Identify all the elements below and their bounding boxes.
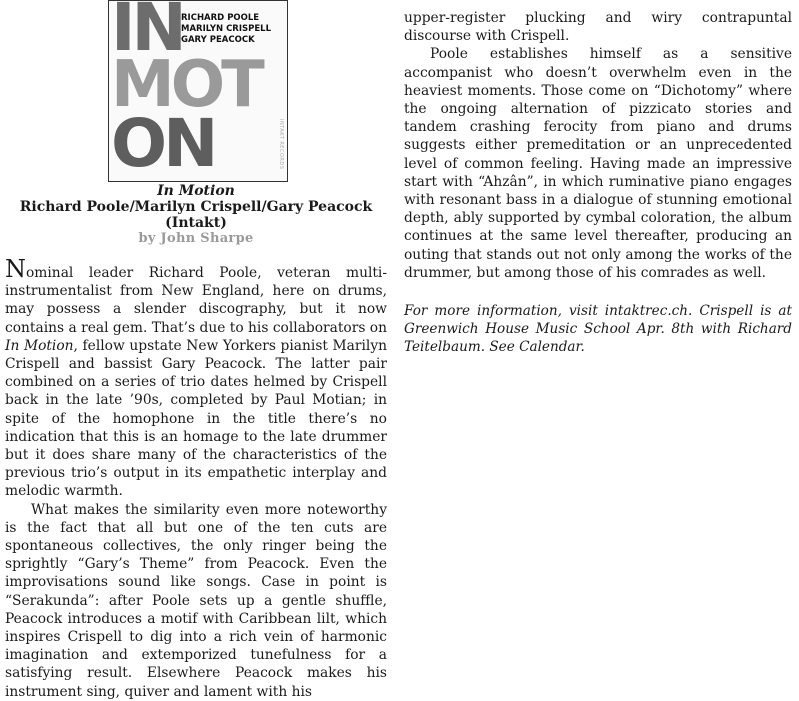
drop-cap: N xyxy=(5,255,26,283)
cover-name: RICHARD POOLE xyxy=(181,13,260,23)
album-label: (Intakt) xyxy=(165,215,227,231)
album-artists: Richard Poole/Marilyn Crispell/Gary Peacock xyxy=(19,199,373,215)
paragraph-2-continued: upper-register plucking and wiry contrapuntal discourse with Crispell. xyxy=(404,10,792,45)
cover-name: MARILYN CRISPELL xyxy=(181,24,272,34)
cover-artist-names xyxy=(181,13,271,46)
p1-album-title: In Motion xyxy=(5,337,74,354)
more-info-note: For more information, visit intaktrec.ch. Crispell is at Greenwich House Music School Apr. 8th with Richard Teitelbaum. See Calendar. xyxy=(404,303,792,356)
article-body-left xyxy=(5,255,388,701)
byline: by John Sharpe xyxy=(138,231,254,246)
paragraph-3: Poole establishes himself as a sensitive accompanist who doesn’t overwhelm even in the heaviest moments. Those come on “Dichotomy” where the ongoing alternation of pizzicato stories and tandem crashing ferocity from piano and drums suggests either premeditation or an unprecedented level of common feeling. Having made an impressive start with “Ahzân”, in which ruminative piano engages with resonant bass in a dialogue of stunning emotional depth, ably supported by cymbal coloration, the album continues at the same level thereafter, producing an outing that stands out not only among the works of the drummer, but among those of his comrades as well. xyxy=(404,46,792,281)
cover-word-on: ON xyxy=(111,105,215,182)
cover-word-in: IN xyxy=(111,0,183,66)
p1-text-b: , fellow upstate New Yorkers pianist Marilyn Crispell and bassist Gary Peacock. The latter pair combined on a series of trio dates helmed by Crispell back in the late ’90s, completed by Paul Motian; in spite of the homophone in the title there’s no indication that this is an homage to the late drummer but it does share many of the characteristics of the previous trio’s output in its empathetic interplay and melodic warmth. xyxy=(5,337,388,500)
album-title: In Motion xyxy=(157,183,235,199)
cover-word-mot: MOT xyxy=(111,48,261,122)
cover-name: GARY PEACOCK xyxy=(181,35,255,45)
album-caption xyxy=(5,183,387,247)
cover-label: INTAKT RECORDS xyxy=(278,119,284,170)
article-body-right xyxy=(404,9,792,282)
paragraph-1 xyxy=(5,255,388,501)
paragraph-2: What makes the similarity even more noteworthy is the fact that all but one of the ten cuts are spontaneous collectives, the only ringer being the sprightly “Gary’s Theme” from Peacock. Even the improvisations sound like songs. Case in point is “Serakunda”: after Poole sets up a gentle shuffle, Peacock introduces a motif with Caribbean lilt, which inspires Crispell to dig into a rich vein of harmonic imagination and extemporized tunefulness for a satisfying result. Elsewhere Peacock makes his instrument sing, quiver and lament with his xyxy=(5,501,387,700)
p1-text-a: ominal leader Richard Poole, veteran multi-instrumentalist from New England, here on drums, may possess a slender discography, but it now contains a real gem. That’s due to his collaborators on xyxy=(5,265,387,336)
album-cover-image xyxy=(108,0,288,182)
